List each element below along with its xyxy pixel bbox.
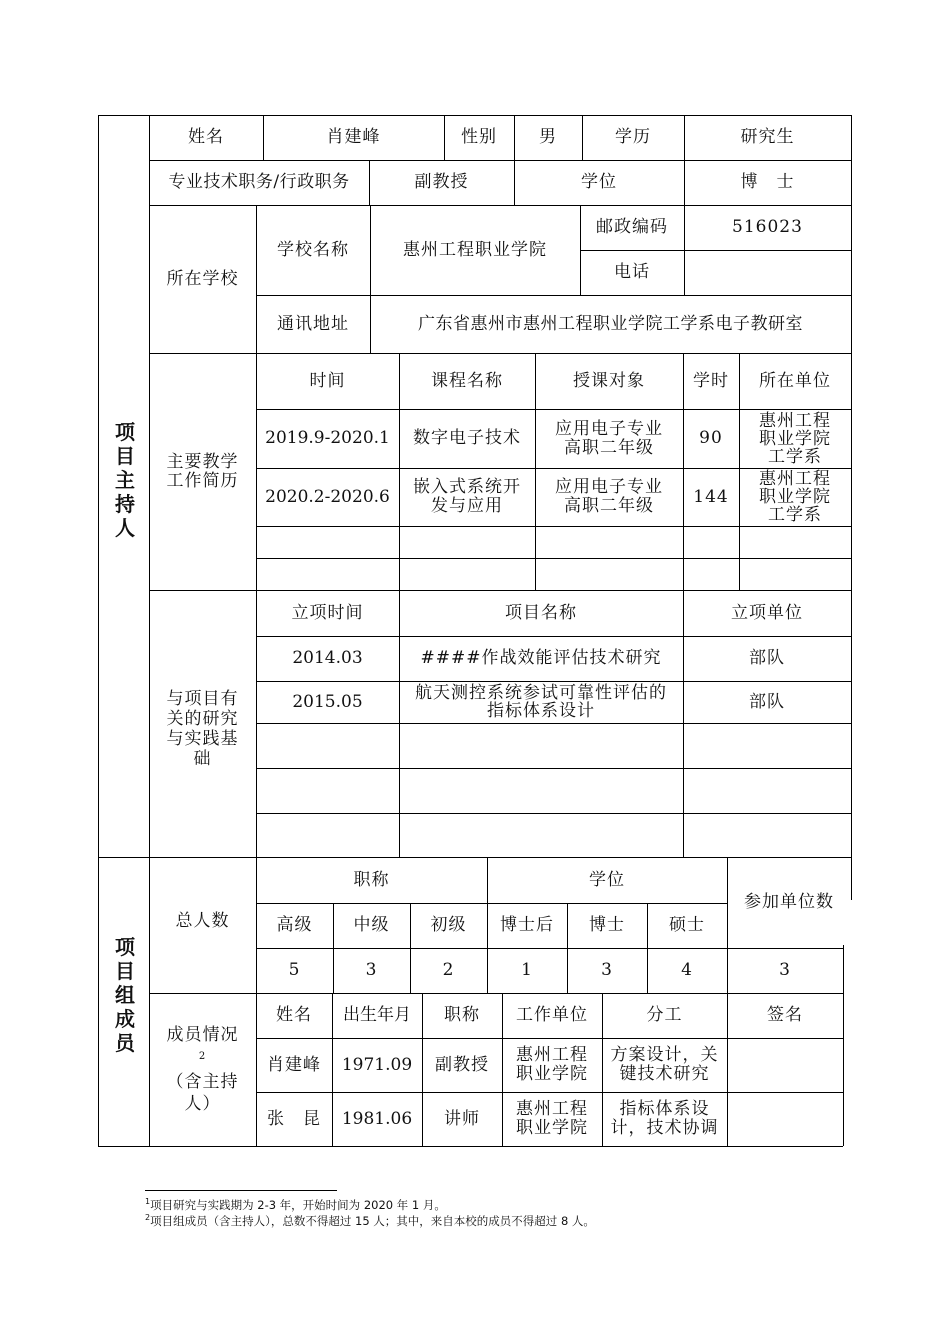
phone-label: 电话 [614,262,650,282]
footnote-separator [145,1190,337,1191]
research-header-name: 项目名称 [505,602,577,623]
count-master: 4 [681,960,693,980]
teaching-unit: 惠州工程职业学院工学系 [759,469,831,525]
member-header-name: 姓名 [276,1005,312,1025]
footnote-mark: 2 [145,1213,151,1223]
header-phd: 博士 [589,915,625,935]
footnote-2 [145,1213,595,1229]
title-group-label: 职称 [353,869,390,890]
postcode-label: 邮政编码 [596,217,668,237]
header-senior: 高级 [276,915,313,935]
teaching-course: 数字电子技术 [413,428,521,448]
teaching-header-time: 时间 [309,370,346,391]
research-unit: 部队 [749,691,785,712]
units-label: 参加单位数 [744,892,834,912]
header-middle: 中级 [353,915,390,935]
research-name: ####作战效能评估技术研究 [420,648,662,668]
education-label: 学历 [615,127,651,147]
members-note: （含主持人） [166,1072,239,1115]
school-name-label: 学校名称 [277,239,349,260]
name-value: 肖建峰 [326,127,381,147]
postcode-value: 516023 [732,217,803,237]
member-sign [727,1092,843,1146]
member-header-unit: 工作单位 [516,1005,588,1025]
footnote-ref-2: 2 [198,1050,207,1062]
teaching-header-audience: 授课对象 [573,370,645,391]
teaching-header-course: 课程名称 [431,370,503,391]
footnote-mark: 1 [145,1197,151,1207]
teaching-course: 嵌入式系统开发与应用 [413,477,521,516]
phone-value [684,250,851,295]
header-junior: 初级 [430,915,467,935]
footnote-text: 项目研究与实践期为 2-3 年，开始时间为 2020 年 1 月。 [150,1198,446,1212]
gender-label: 性别 [461,127,497,147]
education-value: 研究生 [740,127,795,147]
header-master: 硕士 [669,915,705,935]
research-label: 与项目有关的研究与实践基础 [166,689,239,769]
member-sign [727,1038,843,1092]
name-label: 姓名 [188,127,224,147]
teaching-hours: 90 [699,428,723,448]
teaching-header-unit: 所在单位 [759,370,831,391]
count-phd: 3 [601,960,613,980]
member-header-birth: 出生年月 [343,1005,411,1025]
count-middle: 3 [365,960,378,980]
school-name-value: 惠州工程职业学院 [403,239,547,260]
count-senior: 5 [288,960,301,980]
research-unit: 部队 [749,648,785,668]
count-junior: 2 [442,960,455,980]
footnote-text: 项目组成员（含主持人），总数不得超过 15 人；其中，来自本校的成员不得超过 8 人。 [150,1214,595,1228]
research-header-unit: 立项单位 [731,602,803,623]
job-title-label: 专业技术职务/行政职务 [168,172,350,192]
count-postdoc: 1 [521,960,533,980]
degree-value: 博 士 [740,172,795,192]
degree-group-label: 学位 [589,869,625,890]
member-header-role: 分工 [646,1005,683,1025]
teaching-unit: 惠州工程职业学院工学系 [759,410,831,467]
member-header-title: 职称 [444,1005,480,1025]
teaching-header-hours: 学时 [693,370,729,391]
member-birth: 1971.09 [341,1054,413,1075]
address-value: 广东省惠州市惠州工程职业学院工学系电子教研室 [418,313,803,334]
member-role: 指标体系设计，技术协调 [610,1099,719,1138]
total-label: 总人数 [175,910,230,931]
members-label-text: 成员情况 [166,1024,239,1045]
research-name: 航天测控系统参试可靠性评估的指标体系设计 [415,683,667,721]
teaching-hours: 144 [693,486,729,507]
header-postdoc: 博士后 [500,915,554,935]
teaching-label: 主要教学工作简历 [166,451,239,491]
member-role: 方案设计，关键技术研究 [610,1045,719,1084]
teaching-time: 2019.9-2020.1 [265,428,390,448]
member-title: 讲师 [444,1108,480,1129]
count-units: 3 [779,960,791,980]
teaching-audience: 应用电子专业高职二年级 [555,477,663,516]
job-title-value: 副教授 [414,172,469,192]
section-title-host: 项目 主持人 [115,420,135,540]
member-birth: 1981.06 [341,1108,413,1129]
member-unit: 惠州工程职业学院 [516,1099,588,1138]
research-time: 2015.05 [292,691,363,712]
address-label: 通讯地址 [277,313,349,334]
research-time: 2014.03 [292,648,363,668]
section-title-members: 项目组成员 [115,935,135,1055]
member-title: 副教授 [435,1054,489,1075]
gender-value: 男 [539,127,557,147]
school-label: 所在学校 [166,268,239,289]
degree-label: 学位 [581,172,617,192]
footnote-1 [145,1197,446,1213]
teaching-audience: 应用电子专业高职二年级 [555,418,663,458]
member-header-sign: 签名 [767,1005,803,1025]
members-label [149,993,256,1146]
research-header-time: 立项时间 [291,602,364,623]
member-name: 张 昆 [267,1108,321,1129]
member-unit: 惠州工程职业学院 [516,1045,588,1084]
teaching-time: 2020.2-2020.6 [265,486,390,507]
member-name: 肖建峰 [267,1054,321,1075]
